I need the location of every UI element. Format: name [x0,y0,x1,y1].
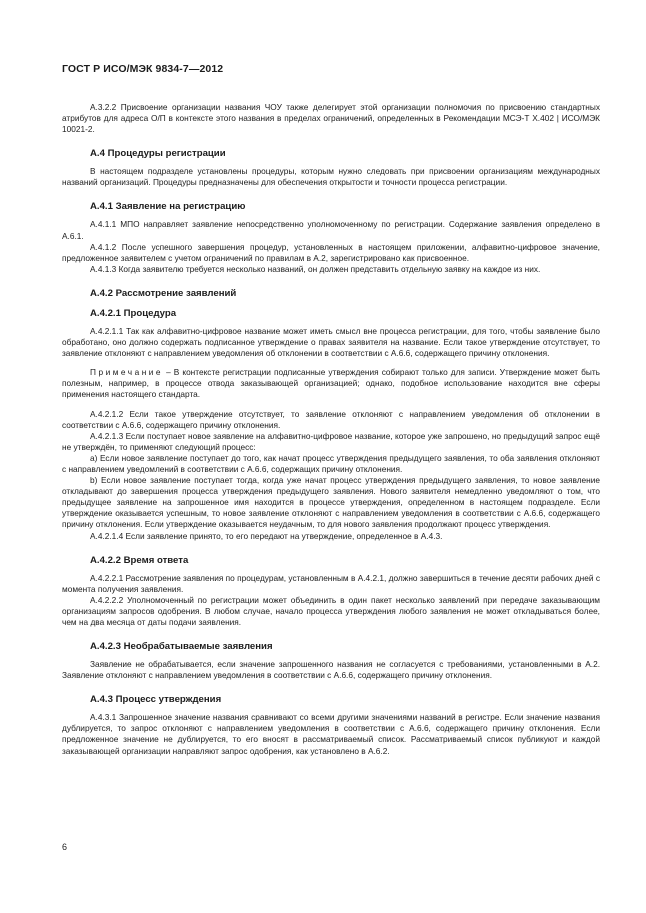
note-paragraph [62,367,600,400]
subsection-heading: А.4.2.1 Процедура [90,307,177,319]
paragraph: А.4.2.1.1 Так как алфавитно-цифровое название может иметь смысл вне процесса регистрации, для того, чтобы заявление было обработано, оно должно содержать подписанное утверждение о правах заявителя на название. Если такое утверждение отсутствует, то заявление отклоняют с направлением уведомления об отклонении в соответствии с А.6.6, содержащего причину отклонения. [62,325,600,359]
list-item: а) Если новое заявление поступает до того, как начат процесс утверждения предыдущего заявления, то оба заявления отклоняют с направлением уведомлений в соответствии с А.6.6, содержащих причину отклонения. [62,452,600,474]
subsection-heading: А.4.2.3 Необрабатываемые заявления [90,641,273,653]
document-body [62,102,600,757]
document-code-header: ГОСТ Р ИСО/МЭК 9834-7—2012 [62,63,224,75]
paragraph: А.4.2.1.3 Если поступает новое заявление на алфавитно-цифровое название, которое уже запрошено, но предыдущий запрос ещё не утверждён, то применяют следующий процесс: [62,430,600,452]
section-heading: А.4.2 Рассмотрение заявлений [90,287,237,299]
note-text: – В контексте регистрации подписанные утверждения собирают только для записи. Утверждение может быть полезным, например, в процессе отвода заказывающей организацией; однако, подобное использование находится вне сферы применения настоящего стандарта. [62,367,600,400]
paragraph: А.4.1.3 Когда заявителю требуется несколько названий, он должен представить отдельную заявку на каждое из них. [90,263,541,274]
paragraph: А.4.2.1.2 Если такое утверждение отсутствует, то заявление отклоняют с направлением уведомления об отклонении в соответствии с А.6.6, содержащего причину отклонения. [62,408,600,430]
paragraph: А.4.2.1.4 Если заявление принято, то его передают на утверждение, определенное в А.4.3. [90,530,443,541]
paragraph: А.4.3.1 Запрошенное значение названия сравнивают со всеми другими значениями названий в регистре. Если значение названия дублируется, то запрос отклоняют с направлением уведомления в соответствии с А.6.6, содержащего причину отклонения. Если предложенное значение не дублируется, то его вносят в рассматриваемый список. Рассматриваемый список публикуют и каждой заказывающей организации направляют запрос одобрения, как установлено в А.6.2. [62,712,600,756]
page-number: 6 [62,842,68,852]
paragraph: А.3.2.2 Присвоение организации названия ЧОУ также делегирует этой организации полномочия по присвоению стандартных атрибутов для адреса О/П в контексте этого названия в пределах ограничений, определенных в Рекомендации МСЭ-Т Х.402 | ИСО/МЭК 10021-2. [62,102,600,135]
list-item: b) Если новое заявление поступает тогда, когда уже начат процесс утверждения предыдущего заявления, то новое заявление откладывают до завершения процесса утверждения предыдущего заявления. Нового заявителя немедленно уведомляют о том, что предыдущее заявление на запрошенное имя находится в процессе утверждения, определенном в настоящем подразделе. Если утверждение оказывается успешным, то новое заявление отклоняют с направлением уведомления в соответствии с А.6.6, содержащего причину отклонения. Если утверждение оказывается неудачным, то для нового заявления продолжают процесс утверждения. [62,475,600,530]
subsection-heading: А.4.2.2 Время ответа [90,554,189,566]
paragraph: В настоящем подразделе установлены процедуры, которым нужно следовать при присвоении организациям международных названий организаций. Процедуры предназначены для обеспечения открытости и точности процесса регистрации. [62,166,600,188]
note-label: Примечание [90,367,164,378]
paragraph: А.4.2.2.1 Рассмотрение заявления по процедурам, установленным в А.4.2.1, должно завершиться в течение десяти рабочих дней с момента получения заявления. [62,572,600,594]
section-heading: А.4.1 Заявление на регистрацию [90,201,246,213]
section-heading: А.4 Процедуры регистрации [90,148,226,160]
paragraph: А.4.1.2 После успешного завершения процедур, установленных в настоящем приложении, алфавитно-цифровое значение, предложенное заявителем с учетом ограничений по правилам в А.2, зарегистрировано как присвоенное. [62,241,600,263]
section-heading: А.4.3 Процесс утверждения [90,694,222,706]
paragraph: А.4.1.1 МПО направляет заявление непосредственно уполномоченному по регистрации. Содержание заявления определено в А.6.1. [62,219,600,241]
paragraph: Заявление не обрабатывается, если значение запрошенного названия не согласуется с требованиями, установленными в А.2. Заявление отклоняют с направлением уведомления в соответствии с А.6.6, содержащего причину отклонения. [62,659,600,681]
paragraph: А.4.2.2.2 Уполномоченный по регистрации может объединить в один пакет несколько заявлений при передаче заказывающим организациям запросов одобрения. В любом случае, начало процесса утверждения любого заявления не может откладываться более, чем на два месяца от даты подачи заявления. [62,594,600,627]
